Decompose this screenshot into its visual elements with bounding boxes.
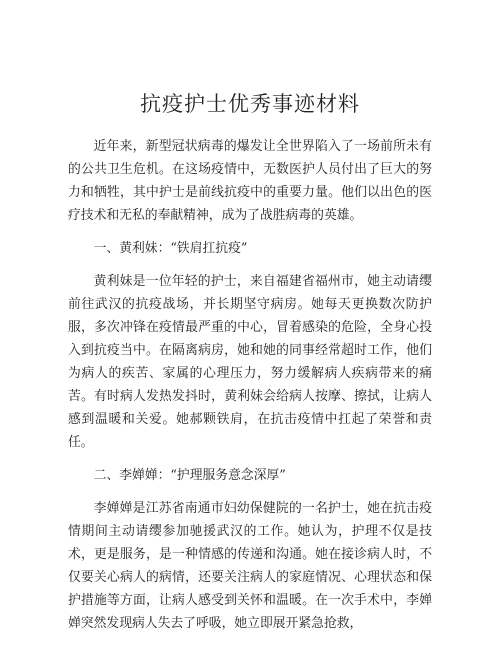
section-1-heading: 一、黄利妹：“铁肩扛抗疫”: [93, 241, 248, 256]
document-title: 抗疫护士优秀事迹材料: [140, 92, 360, 116]
section-2-paragraph: 李婵婵是江苏省南通市妇幼保健院的一名护士，她在抗击疫情期间主动请缨参加驰援武汉的工作。她认为，护理不仅是技术，更是服务，是一种情感的传递和沟通。她在接诊病人时，不仅要关心病人的病情，还要关注病人的家庭情况、心理状态和保护措施等方面，让病人感受到关怀和温暖。在一次手术中，李婵婵突然发现病人失去了呼吸，她立即展开紧急抢救，: [68, 501, 432, 631]
section-2-heading: 二、李婵婵：“护理服务意念深厚”: [93, 468, 286, 483]
section-1-paragraph: 黄利妹是一位年轻的护士，来自福建省福州市，她主动请缨前往武汉的抗疫战场，并长期坚守病房。她每天更换数次防护服，多次冲锋在疫情最严重的中心，冒着感染的危险，全身心投入到抗疫当中。在隔离病房，她和她的同事经常超时工作，他们为病人的疾苦、家属的心理压力，努力缓解病人疾病带来的痛苦。有时病人发热发抖时，黄利妹会给病人按摩、擦拭，让病人感到温暖和关爱。她郝颗铁肩，在抗击疫情中扛起了荣誉和责任。: [68, 274, 432, 450]
intro-paragraph: 近年来，新型冠状病毒的爆发让全世界陷入了一场前所未有的公共卫生危机。在这场疫情中，无数医护人员付出了巨大的努力和牺牲，其中护士是前线抗疫中的重要力量。他们以出色的医疗技术和无私的奉献精神，成为了战胜病毒的英雄。: [68, 139, 432, 223]
